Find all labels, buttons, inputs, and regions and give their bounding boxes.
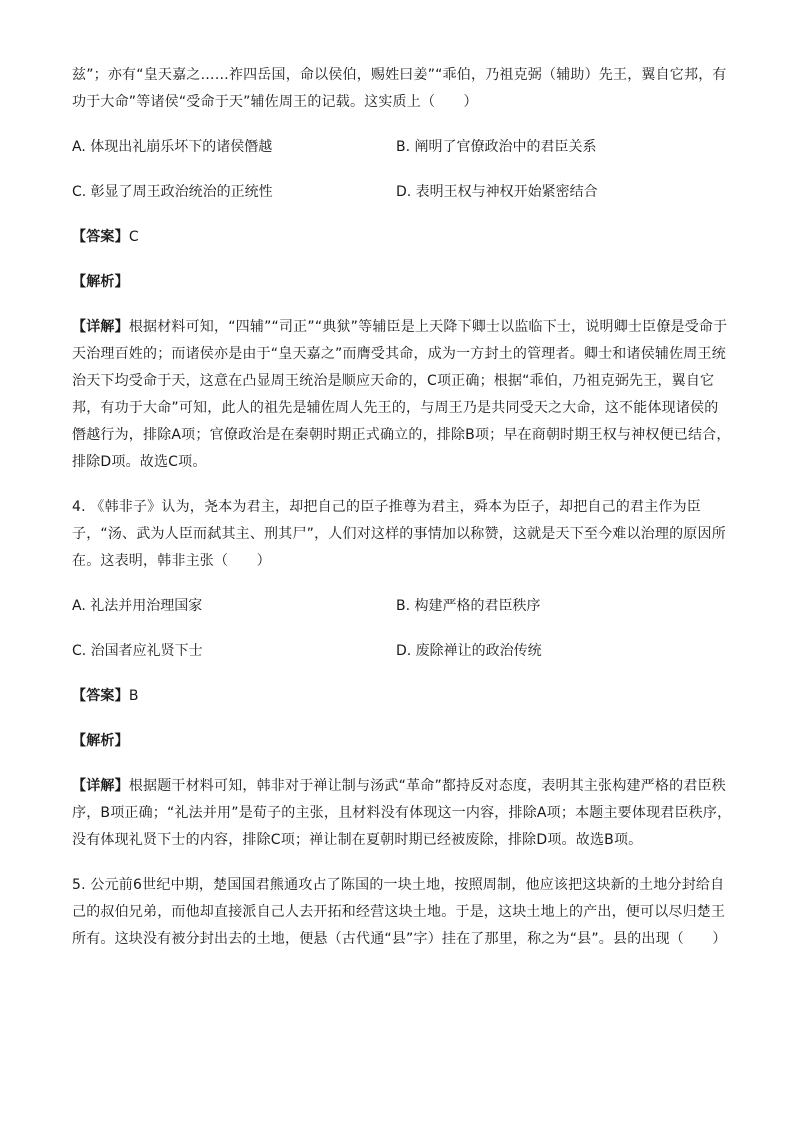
q4-analysis [72, 728, 732, 755]
q3-option-b[interactable]: B. 阐明了官僚政治中的君臣关系 [396, 139, 597, 155]
q4-options-row-2 [72, 638, 732, 665]
q3-option-c[interactable]: C. 彰显了周王政治统治的正统性 [72, 184, 273, 200]
q4-option-c[interactable]: C. 治国者应礼贤下士 [72, 643, 203, 659]
q3-option-d[interactable]: D. 表明王权与神权开始紧密结合 [396, 184, 598, 200]
answer-tag: 【答案】 [72, 688, 129, 704]
q3-options-row-1 [72, 134, 732, 161]
detail-tag: 【详解】 [72, 319, 129, 335]
q4-options-row-1 [72, 593, 732, 620]
q4-stem: 4. 《韩非子》认为，尧本为君主，却把自己的臣子推尊为君主，舜本为臣子，却把自己的君主作为臣子，“汤、武为人臣而弑其主、刑其尸”，人们对这样的事情加以称赞，这就是天下至今难以治理的原因所在。这表明，韩非主张（ ） [72, 499, 726, 569]
detail-text: 根据题干材料可知，韩非对于禅让制与汤武“革命”都持反对态度，表明其主张构建严格的君臣秩序，B项正确；“礼法并用”是荀子的主张，且材料没有体现这一内容，排除A项；本题主要体现君臣秩序，没有体现礼贤下士的内容，排除C项；禅让制在夏朝时期已经被废除，排除D项。故选B项。 [72, 778, 732, 848]
q4-option-b[interactable]: B. 构建严格的君臣秩序 [396, 598, 541, 614]
q5-stem: 5. 公元前6世纪中期，楚国国君熊通攻占了陈国的一块土地，按照周制，他应该把这块新的土地分封给自己的叔伯兄弟，而他却直接派自己人去开拓和经营这块土地。于是，这块土地上的产出，便可以尽归楚王所有。这块没有被分封出去的土地，便悬（古代通“县”字）挂在了那里，称之为“县”。县的出现（ ） [72, 877, 727, 947]
q4-option-d[interactable]: D. 废除禅让的政治传统 [396, 643, 542, 659]
document-page [72, 62, 732, 971]
detail-tag: 【详解】 [72, 778, 129, 794]
q3-option-a[interactable]: A. 体现出礼崩乐坏下的诸侯僭越 [72, 139, 273, 155]
q3-analysis [72, 269, 732, 296]
q4-answer [72, 683, 732, 710]
q3-options-row-2 [72, 179, 732, 206]
answer-value: B [128, 688, 139, 704]
answer-value: C [128, 229, 139, 245]
answer-tag: 【答案】 [72, 229, 129, 245]
analysis-tag: 【解析】 [72, 733, 129, 749]
q3-detail [72, 314, 732, 476]
q4-detail [72, 773, 732, 854]
q3-stem: 兹”；亦有“皇天嘉之……祚四岳国，命以侯伯，赐姓曰姜”“乖伯，乃祖克弼（辅助）先王，翼自它邦，有功于大命”等诸侯“受命于天”辅佐周王的记载。这实质上（ ） [72, 67, 727, 110]
q3-answer [72, 224, 732, 251]
detail-text: 根据材料可知，“四辅”“司正”“典狱”等辅臣是上天降下卿士以监临下士，说明卿士臣僚是受命于天治理百姓的；而诸侯亦是由于“皇天嘉之”而膺受其命，成为一方封土的管理者。卿士和诸侯辅佐周王统治天下均受命于天，这意在凸显周王统治是顺应天命的，C项正确；根据“乖伯，乃祖克弼先王，翼自它邦，有功于大命”可知，此人的祖先是辅佐周人先王的，与周王乃是共同受天之大命，这不能体现诸侯的僭越行为，排除A项；官僚政治是在秦朝时期正式确立的，排除B项；早在商朝时期王权与神权便已结合，排除D项。故选C项。 [72, 319, 731, 470]
q4-option-a[interactable]: A. 礼法并用治理国家 [72, 598, 203, 614]
analysis-tag: 【解析】 [72, 274, 129, 290]
